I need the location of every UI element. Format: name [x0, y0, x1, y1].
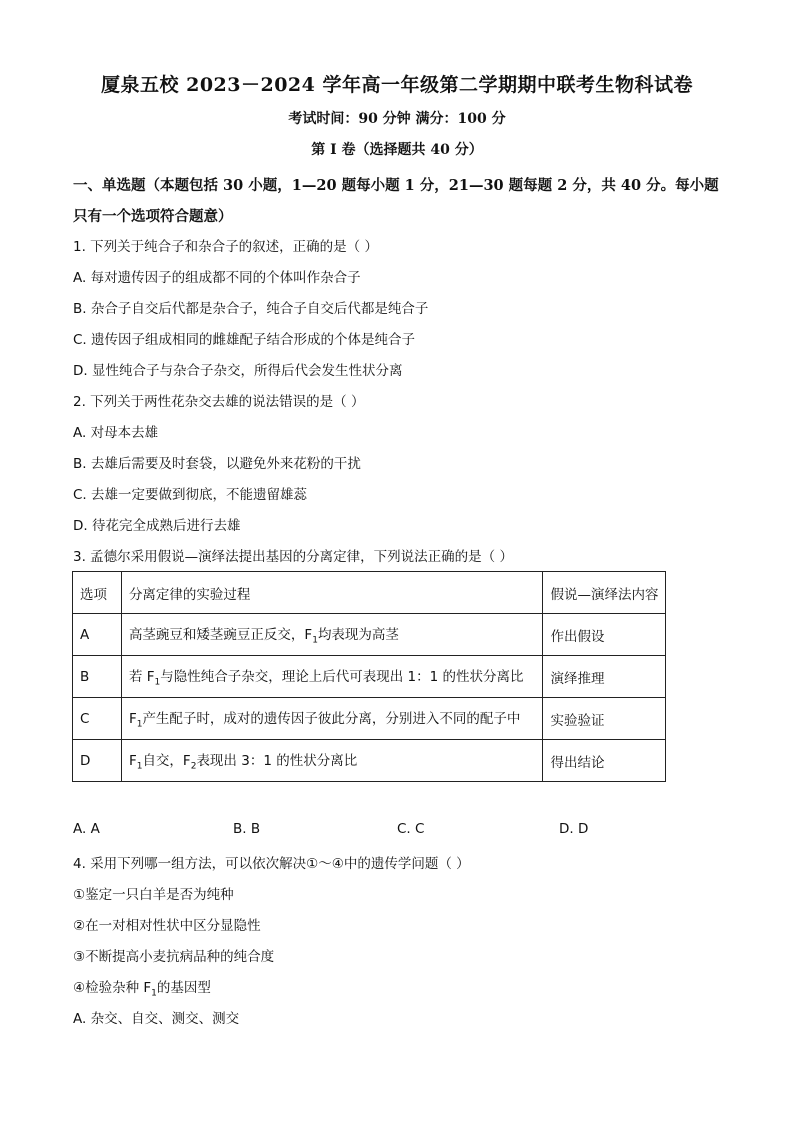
process-text: F: [128, 711, 137, 728]
q2-option-d: D. 待花完全成熟后进行去雄: [73, 518, 241, 534]
table-cell-content: 演绎推理: [543, 656, 666, 698]
q3-answer-c: C. C: [397, 821, 425, 837]
table-row: [73, 656, 666, 698]
q2-option-b: B. 去雄后需要及时套袋，以避免外来花粉的干扰: [73, 456, 361, 472]
section-heading: 一、单选题（本题包括 30 小题，1—20 题每小题 1 分，21—30 题每题 2 分，共 40 分。每小题只有一个选项符合题意）: [73, 177, 719, 225]
q3-answer-a: A. A: [73, 821, 100, 837]
table-cell-process: [121, 614, 543, 656]
q3-table: [72, 571, 666, 782]
q3-answer-b: B. B: [233, 821, 261, 837]
table-cell-process: [121, 656, 543, 698]
q1-stem: 1. 下列关于纯合子和杂合子的叙述，正确的是（ ）: [73, 239, 378, 255]
process-text: 表现出 3：1 的性状分离比: [196, 753, 358, 770]
subscript: 1: [154, 677, 161, 688]
table-cell-option: B: [73, 656, 122, 698]
table-row: [73, 698, 666, 740]
process-text: 产生配子时，成对的遗传因子彼此分离，分别进入不同的配子中: [142, 711, 521, 728]
table-header-cell: 分离定律的实验过程: [121, 572, 543, 614]
q4-stem: 4. 采用下列哪一组方法，可以依次解决①～④中的遗传学问题（ ）: [73, 856, 470, 872]
q4-option-a: A. 杂交、自交、测交、测交: [73, 1011, 240, 1027]
q2-stem: 2. 下列关于两性花杂交去雄的说法错误的是（ ）: [73, 394, 365, 410]
item-text: 的基因型: [156, 980, 211, 996]
q1-option-d: D. 显性纯合子与杂合子杂交，所得后代会发生性状分离: [73, 363, 403, 379]
table-header-cell: 选项: [73, 572, 122, 614]
q4-item-2: ②在一对相对性状中区分显隐性: [73, 918, 261, 934]
subscript: 1: [151, 988, 157, 999]
q2-option-a: A. 对母本去雄: [73, 425, 159, 441]
table-row: [73, 740, 666, 782]
q1-option-c: C. 遗传因子组成相同的雌雄配子结合形成的个体是纯合子: [73, 332, 416, 348]
q3-answer-d: D. D: [559, 821, 589, 837]
table-cell-option: A: [73, 614, 122, 656]
table-cell-process: [121, 698, 543, 740]
exam-title: 厦泉五校 2023－2024 学年高一年级第二学期期中联考生物科试卷: [101, 74, 693, 96]
table-cell-option: C: [73, 698, 122, 740]
q1-option-b: B. 杂合子自交后代都是杂合子，纯合子自交后代都是纯合子: [73, 301, 429, 317]
table-cell-option: D: [73, 740, 122, 782]
subscript: 2: [190, 761, 197, 772]
table-header-cell: 假说—演绎法内容: [543, 572, 666, 614]
subscript: 1: [136, 761, 143, 772]
table-cell-content: 作出假设: [543, 614, 666, 656]
table-row: [73, 614, 666, 656]
process-text: 高茎豌豆和矮茎豌豆正反交，F: [128, 627, 313, 644]
process-text: 与隐性纯合子杂交，理论上后代可表现出 1：1 的性状分离比: [160, 669, 524, 686]
item-text: ④检验杂种 F: [73, 980, 152, 996]
process-text: 若 F: [128, 669, 155, 686]
q4-item-3: ③不断提高小麦抗病品种的纯合度: [73, 949, 275, 965]
q4-item-1: ①鉴定一只白羊是否为纯种: [73, 887, 234, 903]
exam-info: 考试时间：90 分钟 满分：100 分: [288, 111, 506, 127]
q1-option-a: A. 每对遗传因子的组成都不同的个体叫作杂合子: [73, 270, 361, 286]
table-header-row: [73, 572, 666, 614]
q4-item-4: [73, 976, 211, 999]
process-text: F: [128, 753, 137, 770]
process-text: 均表现为高茎: [317, 627, 399, 644]
q3-stem: 3. 孟德尔采用假说—演绎法提出基因的分离定律，下列说法正确的是（ ）: [73, 549, 513, 565]
process-text: 自交，F: [142, 753, 191, 770]
table-cell-content: 得出结论: [543, 740, 666, 782]
subscript: 1: [136, 719, 143, 730]
table-cell-content: 实验验证: [543, 698, 666, 740]
volume-heading: 第 Ⅰ 卷（选择题共 40 分）: [311, 142, 483, 158]
table-cell-process: [121, 740, 543, 782]
q2-option-c: C. 去雄一定要做到彻底，不能遗留雄蕊: [73, 487, 308, 503]
subscript: 1: [312, 635, 318, 646]
